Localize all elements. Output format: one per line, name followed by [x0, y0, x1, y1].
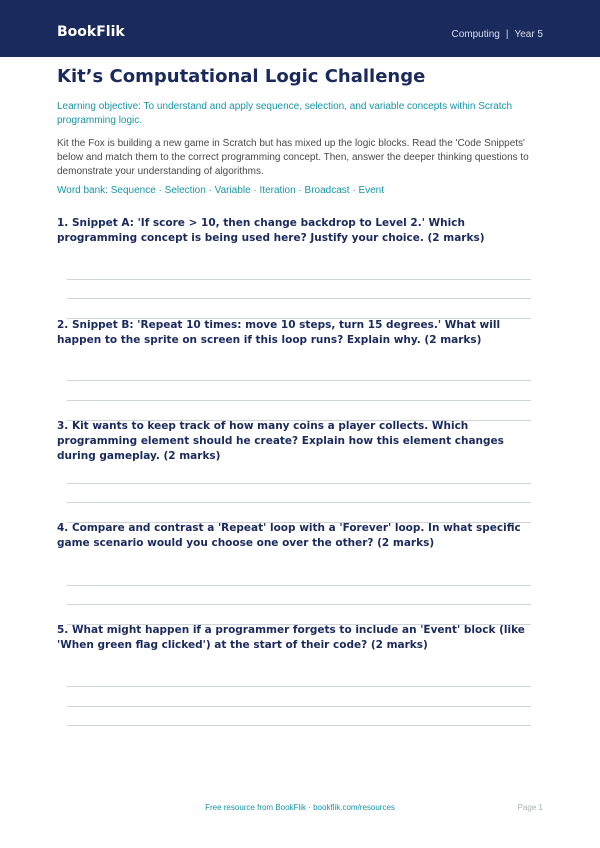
footer-resource-link[interactable]: Free resource from BookFlik · bookflik.com/resources — [205, 803, 395, 812]
answer-line[interactable] — [67, 279, 531, 280]
answer-line[interactable] — [67, 502, 531, 503]
subject-label: Computing — [451, 29, 500, 40]
page-header — [0, 0, 600, 57]
answer-line[interactable] — [67, 604, 531, 605]
question-1: 1. Snippet A: 'If score > 10, then change backdrop to Level 2.' Which programming concept is being used here? Justify your choice. (2 marks) — [57, 217, 485, 244]
answer-line[interactable] — [67, 686, 531, 687]
brand-logo-text: BookFlik — [57, 24, 125, 40]
question-3: 3. Kit wants to keep track of how many coins a player collects. Which programming element should he create? Explain how this element changes during gameplay. (2 marks) — [57, 420, 504, 462]
year-label: Year 5 — [514, 29, 543, 40]
learning-objective: Learning objective: To understand and apply sequence, selection, and variable concepts within Scratch programming logic. — [57, 101, 513, 126]
word-bank: Word bank: Sequence · Selection · Variable · Iteration · Broadcast · Event — [57, 185, 385, 196]
intro-paragraph: Kit the Fox is building a new game in Scratch but has mixed up the logic blocks. Read the 'Code Snippets' below and match them to the correct programming concept. Then, answer the deeper thinking questions to demonstrate your understanding of algorithms. — [57, 138, 529, 177]
answer-line[interactable] — [67, 706, 531, 707]
answer-line[interactable] — [67, 483, 531, 484]
subject-year-label — [451, 29, 543, 40]
answer-line[interactable] — [67, 585, 531, 586]
page-number: Page 1 — [517, 803, 543, 812]
answer-line[interactable] — [67, 380, 531, 381]
question-2: 2. Snippet B: 'Repeat 10 times: move 10 steps, turn 15 degrees.' What will happen to the sprite on screen if this loop runs? Explain why. (2 marks) — [57, 319, 501, 346]
meta-separator: | — [505, 29, 509, 40]
answer-line[interactable] — [67, 400, 531, 401]
answer-line[interactable] — [67, 725, 531, 726]
question-4: 4. Compare and contrast a 'Repeat' loop with a 'Forever' loop. In what specific game scenario would you choose one over the other? (2 marks) — [57, 522, 521, 549]
answer-line[interactable] — [67, 298, 531, 299]
worksheet-title: Kit’s Computational Logic Challenge — [57, 66, 426, 87]
question-5: 5. What might happen if a programmer forgets to include an 'Event' block (like 'When green flag clicked') at the start of their code? (2 marks) — [57, 624, 525, 651]
